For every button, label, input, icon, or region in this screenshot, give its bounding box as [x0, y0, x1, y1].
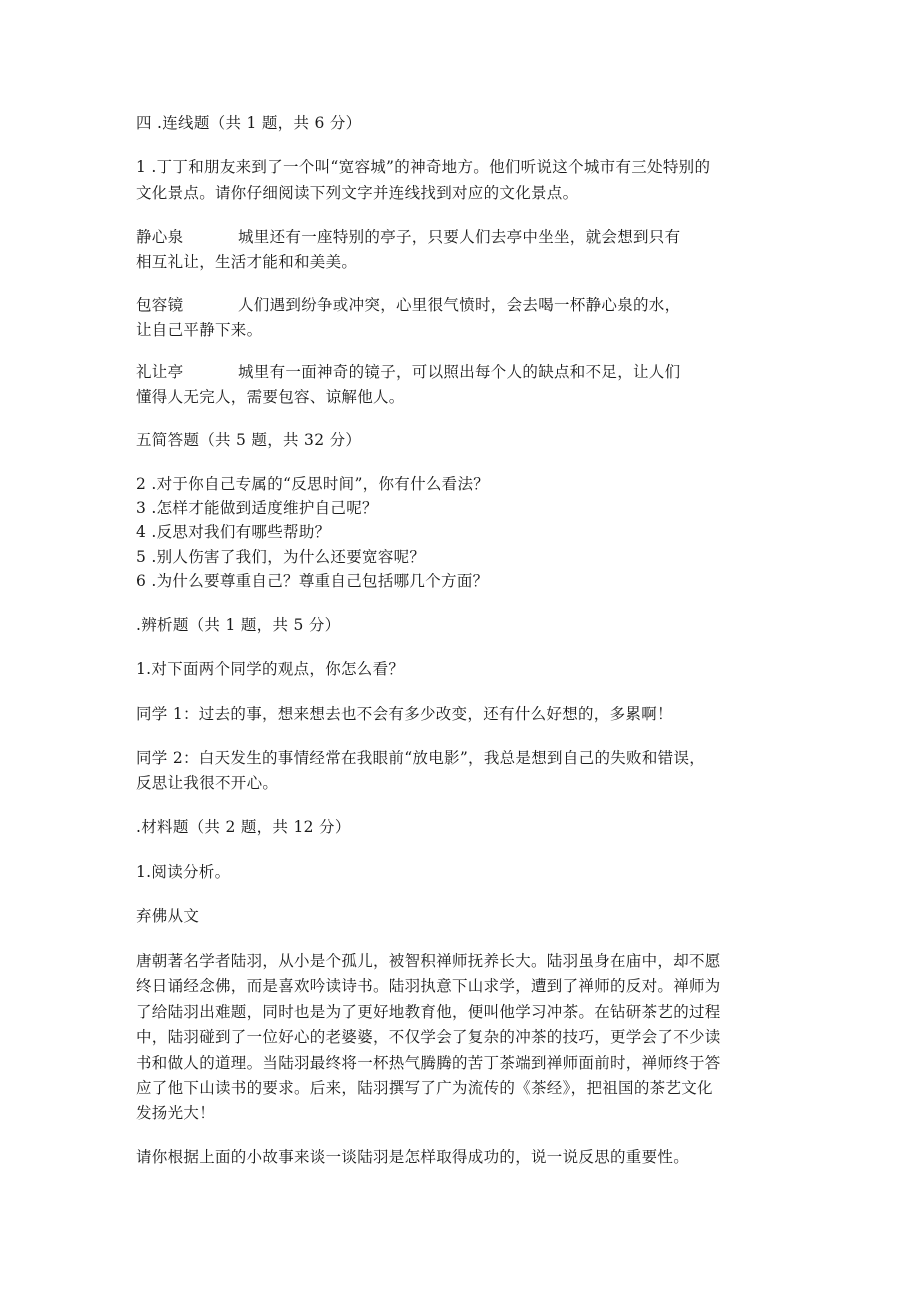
match-description: 懂得人无完人，需要包容、谅解他人。 — [136, 388, 405, 406]
question-text: 1.对下面两个同学的观点，你怎么看？ — [136, 660, 405, 678]
match-pair-1 — [136, 226, 680, 248]
question-item: 4 .反思对我们有哪些帮助？ — [136, 523, 331, 541]
question-text: 1.阅读分析。 — [136, 863, 231, 881]
match-description: 城里有一面神奇的镜子，可以照出每个人的缺点和不足，让人们 — [238, 363, 681, 381]
match-term: 静心泉 — [136, 228, 184, 246]
question-prompt: 请你根据上面的小故事来谈一谈陆羽是怎样取得成功的，说一说反思的重要性。 — [136, 1148, 690, 1166]
match-term: 包容镜 — [136, 296, 184, 314]
match-description: 城里还有一座特别的亭子，只要人们去亭中坐坐，就会想到只有 — [238, 228, 681, 246]
story-paragraph-line: 唐朝著名学者陆羽，从小是个孤儿，被智积禅师抚养长大。陆羽虽身在庙中，却不愿 — [136, 952, 721, 970]
question-item: 6 .为什么要尊重自己？尊重自己包括哪几个方面？ — [136, 572, 489, 590]
student-opinion-2: 同学 2：白天发生的事情经常在我眼前“放电影”，我总是想到自己的失败和错误， — [136, 749, 706, 767]
match-pair-3 — [136, 361, 680, 383]
match-description: 让自己平静下来。 — [136, 321, 263, 339]
story-paragraph-line: 终日诵经念佛，而是喜欢吟读诗书。陆羽执意下山求学，遭到了禅师的反对。禅师为 — [136, 977, 721, 995]
story-paragraph-line: 书和做人的道理。当陆羽最终将一杯热气腾腾的苦丁茶端到禅师面前时，禅师终于答 — [136, 1054, 721, 1072]
story-paragraph-line: 中，陆羽碰到了一位好心的老婆婆，不仅学会了复杂的冲茶的技巧，更学会了不少读 — [136, 1028, 721, 1046]
story-title: 弃佛从文 — [136, 907, 200, 925]
match-description: 人们遇到纷争或冲突，心里很气愤时，会去喝一杯静心泉的水， — [238, 296, 681, 314]
section-heading-short-answer: 五简答题（共 5 题，共 32 分） — [136, 431, 362, 449]
question-item: 3 .怎样才能做到适度维护自己呢？ — [136, 499, 378, 517]
question-item: 5 .别人伤害了我们，为什么还要宽容呢？ — [136, 548, 426, 566]
match-term: 礼让亭 — [136, 363, 184, 381]
story-paragraph-line: 发扬光大！ — [136, 1104, 216, 1122]
question-text: 1 .丁丁和朋友来到了一个叫“宽容城”的神奇地方。他们听说这个城市有三处特别的 — [136, 158, 711, 176]
section-heading-matching: 四 .连线题（共 1 题，共 6 分） — [136, 114, 362, 132]
match-description: 相互礼让，生活才能和和美美。 — [136, 253, 358, 271]
student-opinion-1: 同学 1：过去的事，想来想去也不会有多少改变，还有什么好想的，多累啊！ — [136, 705, 673, 723]
section-heading-analysis: .辨析题（共 1 题，共 5 分） — [136, 616, 341, 634]
match-pair-2 — [136, 294, 680, 316]
section-heading-material: .材料题（共 2 题，共 12 分） — [136, 818, 351, 836]
story-paragraph-line: 了给陆羽出难题，同时也是为了更好地教育他，便叫他学习冲茶。在钻研茶艺的过程 — [136, 1003, 721, 1021]
story-paragraph-line: 应了他下山读书的要求。后来，陆羽撰写了广为流传的《茶经》，把祖国的茶艺文化 — [136, 1079, 713, 1097]
question-text: 文化景点。请你仔细阅读下列文字并连线找到对应的文化景点。 — [136, 184, 579, 202]
question-item: 2 .对于你自己专属的“反思时间”，你有什么看法？ — [136, 475, 490, 493]
student-opinion-2: 反思让我很不开心。 — [136, 774, 279, 792]
